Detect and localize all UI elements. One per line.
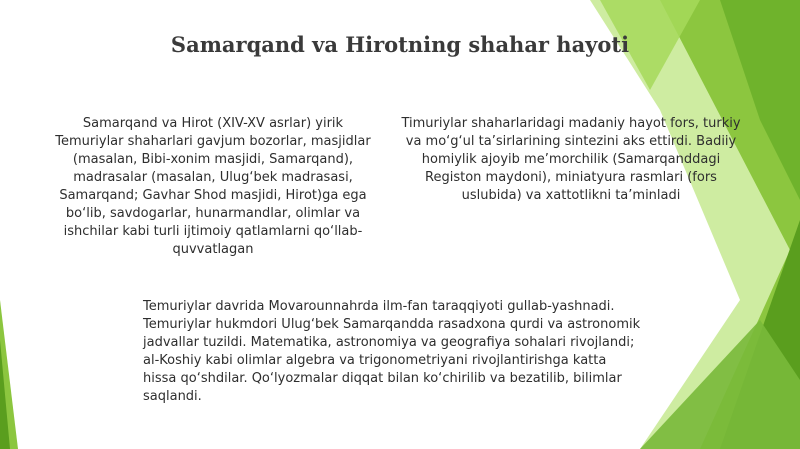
paragraph-science: Temuriylar davrida Movarounnahrda ilm-fan taraqqiyoti gullab-yashnadi. Temuriylar hukmdori Ulug‘bek Samarqandda rasadxona qurdi va astronomik jadvallar tuzildi. Matematika, astronomiya va geografiya sohalari rivojlandi; al-Koshiy kabi olimlar algebra va trigonometriyani rivojlantirishga katta hissa qo‘shdilar. Qo‘lyozmalar diqqat bilan ko‘chirilib va bezatilib, bilimlar saqlandi.	[143, 299, 641, 404]
paragraph-cultural-life: Timuriylar shaharlaridagi madaniy hayot fors, turkiy va mo‘g‘ul ta’sirlarining sintezini aks ettirdi. Badiiy homiylik ajoyib me’morchilik (Samarqanddagi Registon maydoni), miniatyura rasmlari (fors uslubida) va xattotlikni ta’minladi	[401, 116, 741, 203]
slide-title: Samarqand va Hirotning shahar hayoti	[170, 32, 630, 57]
paragraph-urban-life: Samarqand va Hirot (XIV-XV asrlar) yirik Temuriylar shaharlari gavjum bozorlar, masjidlar (masalan, Bibi-xonim masjidi, Samarqand), madrasalar (masalan, Ulug‘bek madrasasi, Samarqand; Gavhar Shod masjidi, Hirot)ga ega bo‘lib, savdogarlar, hunarmandlar, olimlar va ishchilar kabi turli ijtimoiy qatlamlarni qo‘llab-quvvatlagan	[55, 116, 371, 257]
